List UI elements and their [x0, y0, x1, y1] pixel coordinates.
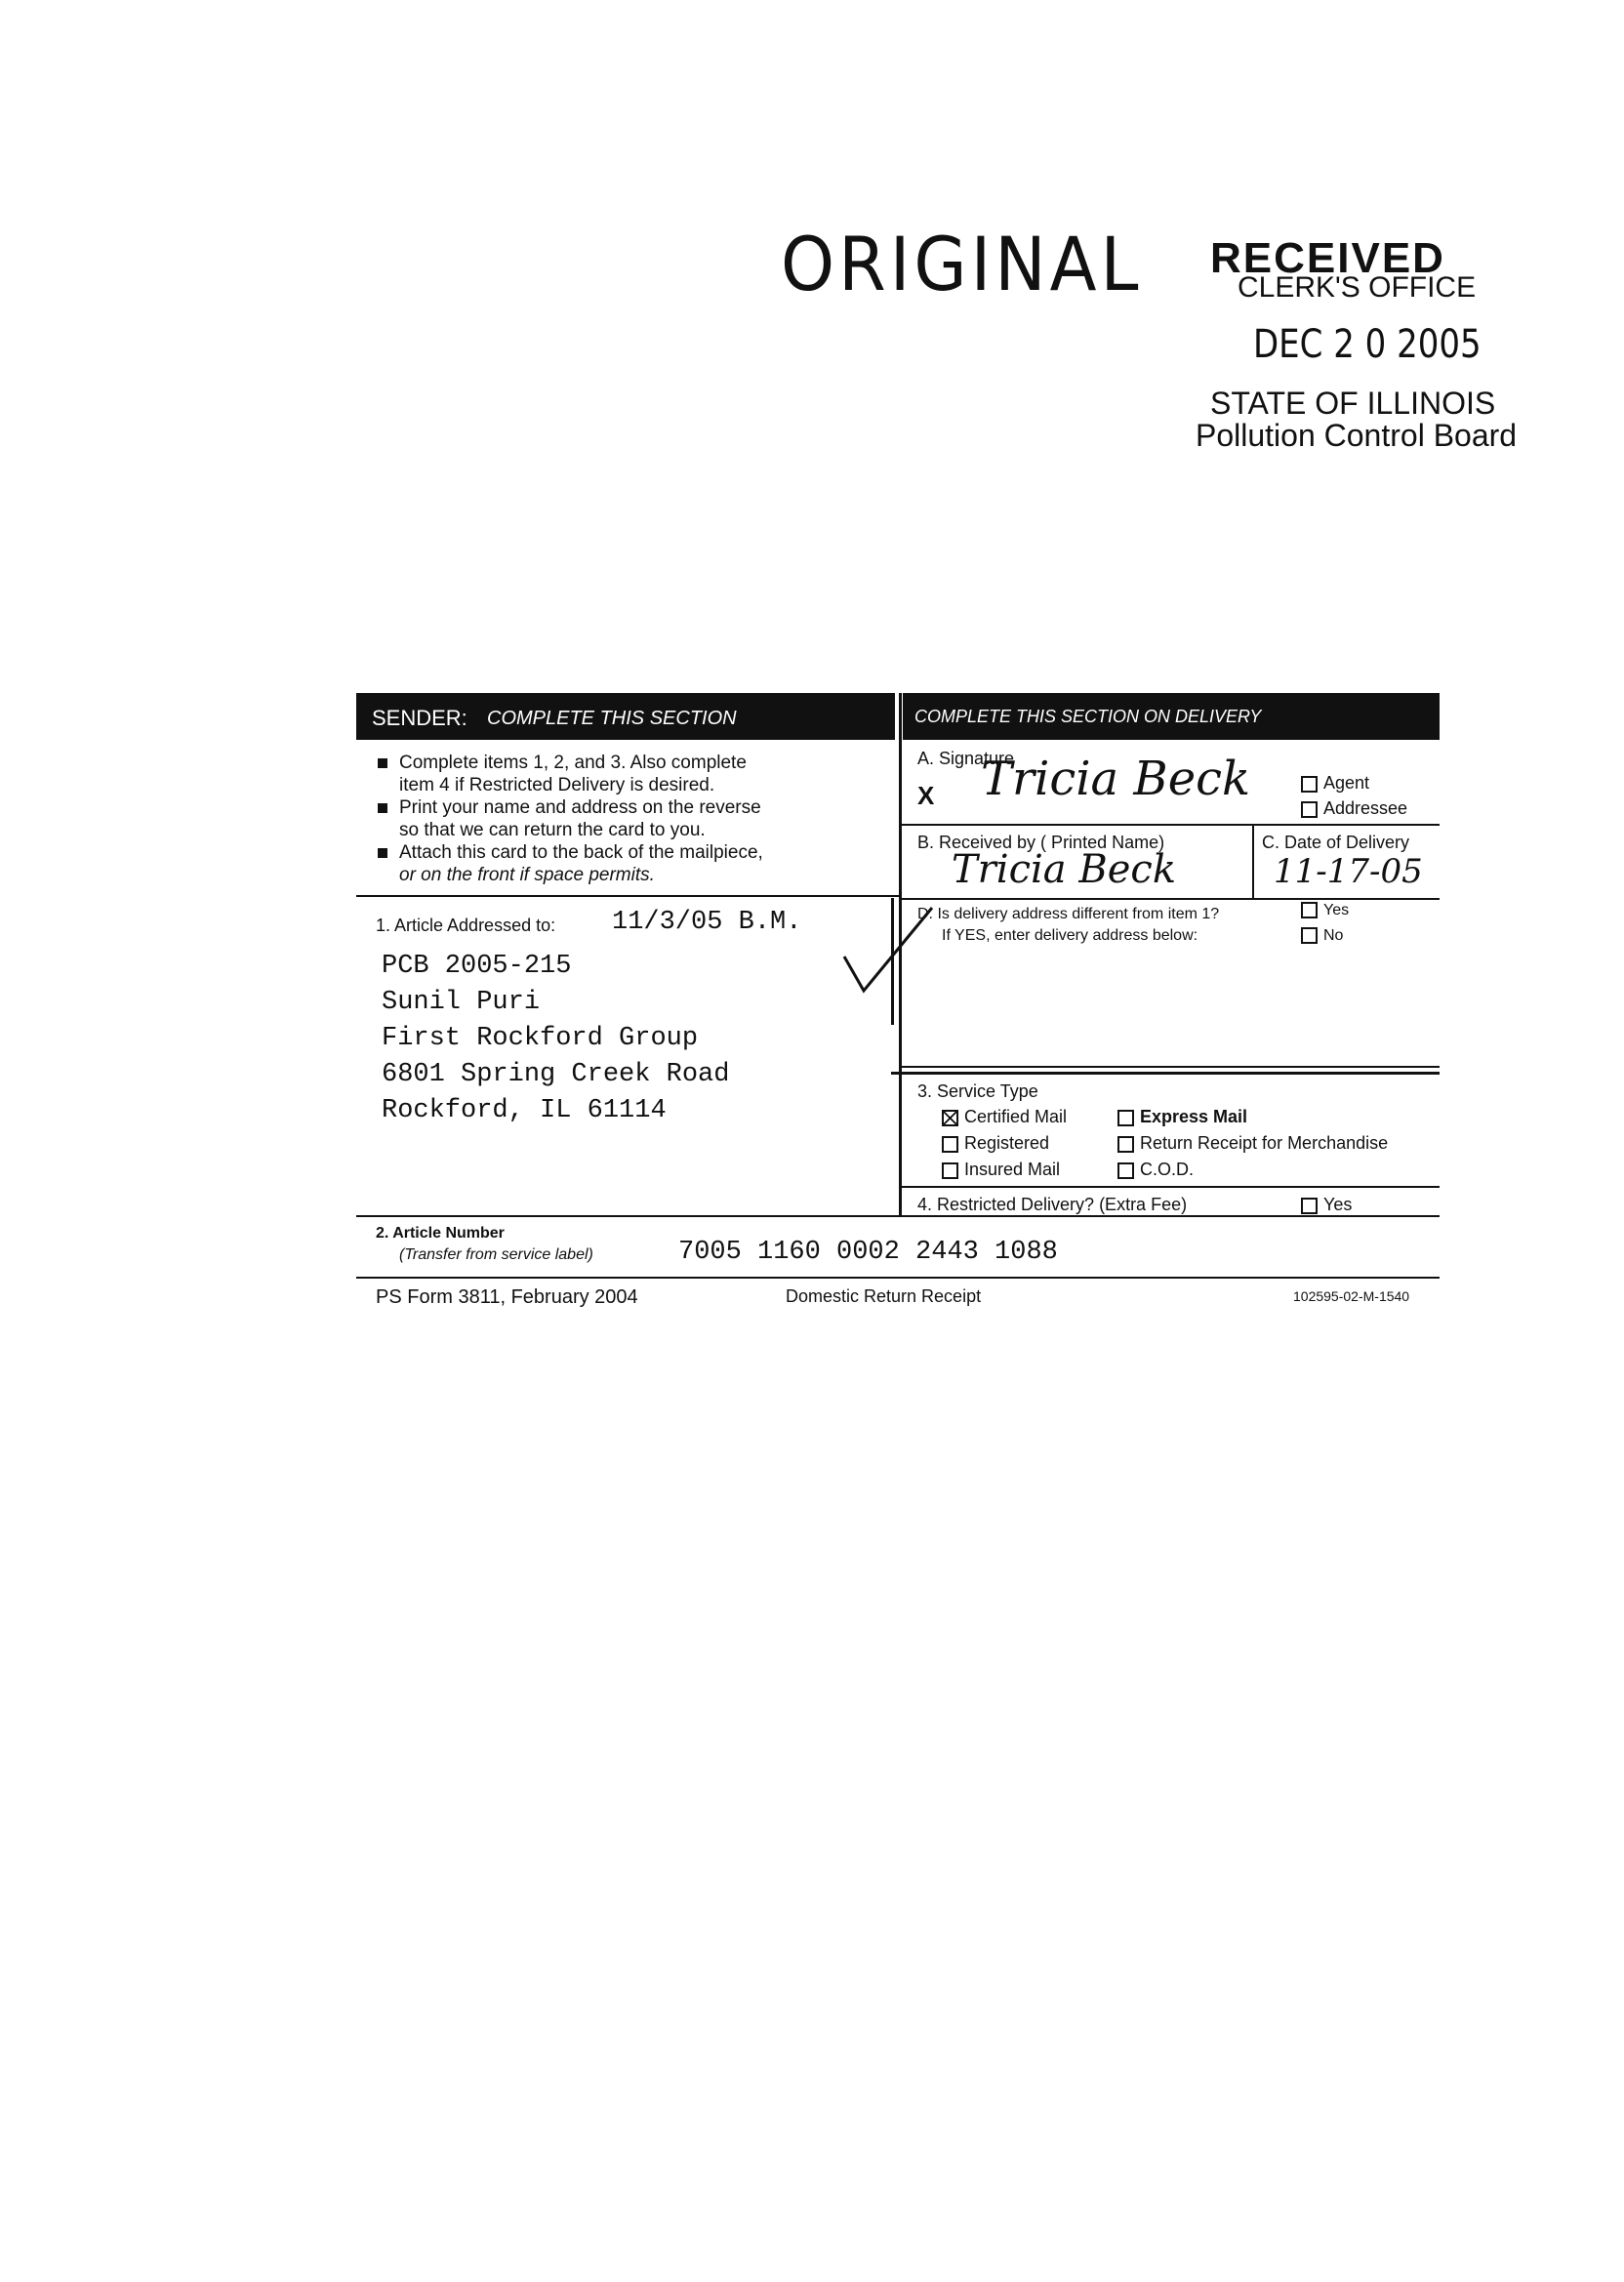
addressee-label: Addressee [1323, 798, 1408, 818]
instruction-line: Print your name and address on the reverse [399, 797, 761, 818]
diff-address-sub: If YES, enter delivery address below: [942, 927, 1198, 944]
return-receipt-card [356, 693, 1440, 1318]
instruction-line: Attach this card to the back of the mailpiece, [399, 842, 763, 863]
yes-label: Yes [1323, 902, 1350, 918]
no-label: No [1323, 927, 1344, 944]
checkbox-icon [1301, 801, 1318, 818]
recipient-address [382, 949, 729, 1129]
instruction-line: so that we can return the card to you. [399, 820, 706, 840]
address-line: Sunil Puri [382, 988, 541, 1017]
address-line: Rockford, IL 61114 [382, 1096, 667, 1125]
checkbox-icon [1301, 902, 1318, 918]
restricted-yes-label: Yes [1323, 1195, 1353, 1214]
instruction-line: or on the front if space permits. [399, 865, 655, 885]
form-title: Domestic Return Receipt [786, 1286, 982, 1306]
bullet-icon [378, 758, 387, 768]
received-date: DEC 2 0 2005 [1253, 322, 1482, 367]
insured-mail-option[interactable] [942, 1160, 1060, 1180]
checkbox-icon [1301, 927, 1318, 944]
form-code: 102595-02-M-1540 [1293, 1288, 1410, 1304]
article-addressed-label: 1. Article Addressed to: [376, 916, 556, 935]
sender-header-bold: SENDER: [372, 706, 467, 730]
received-stamp: RECEIVED [1210, 234, 1445, 282]
date-of-delivery-label: C. Date of Delivery [1262, 833, 1410, 852]
diff-address-label: D. Is delivery address different from item 1? [917, 906, 1220, 922]
service-type-label: 3. Service Type [917, 1081, 1038, 1101]
bullet-icon [378, 803, 387, 813]
board-label: Pollution Control Board [1196, 418, 1518, 453]
certified-mail-option[interactable] [942, 1107, 1067, 1127]
diff-yes-option[interactable] [1301, 902, 1349, 919]
restricted-delivery-label: 4. Restricted Delivery? (Extra Fee) [917, 1195, 1188, 1214]
checkbox-icon [942, 1162, 958, 1179]
return-receipt-label: Return Receipt for Merchandise [1140, 1133, 1389, 1153]
restricted-yes-option[interactable] [1301, 1195, 1352, 1215]
express-mail-option[interactable] [1117, 1107, 1247, 1127]
signature-label: A. Signature [917, 749, 1015, 768]
registered-option[interactable] [942, 1133, 1049, 1154]
checkbox-icon [1117, 1110, 1134, 1126]
address-line: PCB 2005-215 [382, 952, 572, 981]
sender-instructions [378, 752, 885, 886]
signature-handwritten: Tricia Beck [981, 752, 1251, 806]
printed-name-handwritten: Tricia Beck [952, 847, 1177, 892]
article-number-sub: (Transfer from service label) [399, 1246, 593, 1263]
clerks-office-label: CLERK'S OFFICE [1238, 271, 1477, 304]
article-number-label: 2. Article Number [376, 1225, 505, 1242]
agent-option[interactable] [1301, 773, 1369, 794]
delivery-header-text: COMPLETE THIS SECTION ON DELIVERY [914, 707, 1262, 726]
checkbox-icon [1117, 1136, 1134, 1153]
article-number-value: 7005 1160 0002 2443 1088 [678, 1238, 1058, 1267]
agent-label: Agent [1323, 773, 1370, 793]
sender-header-italic: COMPLETE THIS SECTION [487, 708, 737, 729]
address-line: First Rockford Group [382, 1024, 699, 1053]
state-label: STATE OF ILLINOIS [1210, 386, 1496, 421]
addressee-option[interactable] [1301, 798, 1407, 819]
certified-mail-label: Certified Mail [964, 1107, 1068, 1126]
form-name: PS Form 3811, February 2004 [376, 1286, 638, 1308]
diff-no-option[interactable] [1301, 927, 1343, 945]
instruction-line: Complete items 1, 2, and 3. Also complete [399, 753, 747, 773]
article-date-note: 11/3/05 B.M. [612, 908, 802, 937]
signature-x-mark: X [917, 781, 935, 810]
express-mail-label: Express Mail [1140, 1107, 1248, 1126]
checkbox-icon [942, 1136, 958, 1153]
address-line: 6801 Spring Creek Road [382, 1060, 730, 1089]
checked-box-icon [942, 1110, 958, 1126]
checkbox-icon [1117, 1162, 1134, 1179]
registered-label: Registered [964, 1133, 1050, 1153]
instruction-line: item 4 if Restricted Delivery is desired. [399, 775, 715, 795]
return-receipt-option[interactable] [1117, 1133, 1388, 1154]
bullet-icon [378, 848, 387, 858]
insured-mail-label: Insured Mail [964, 1160, 1061, 1179]
checkbox-icon [1301, 1198, 1318, 1214]
original-stamp: ORIGINAL [781, 221, 1143, 308]
checkbox-icon [1301, 776, 1318, 793]
delivery-header [903, 693, 1440, 740]
cod-label: C.O.D. [1140, 1160, 1195, 1179]
cod-option[interactable] [1117, 1160, 1194, 1180]
date-of-delivery-handwritten: 11-17-05 [1274, 852, 1423, 891]
received-by-label: B. Received by ( Printed Name) [917, 833, 1165, 852]
sender-header [356, 693, 895, 740]
